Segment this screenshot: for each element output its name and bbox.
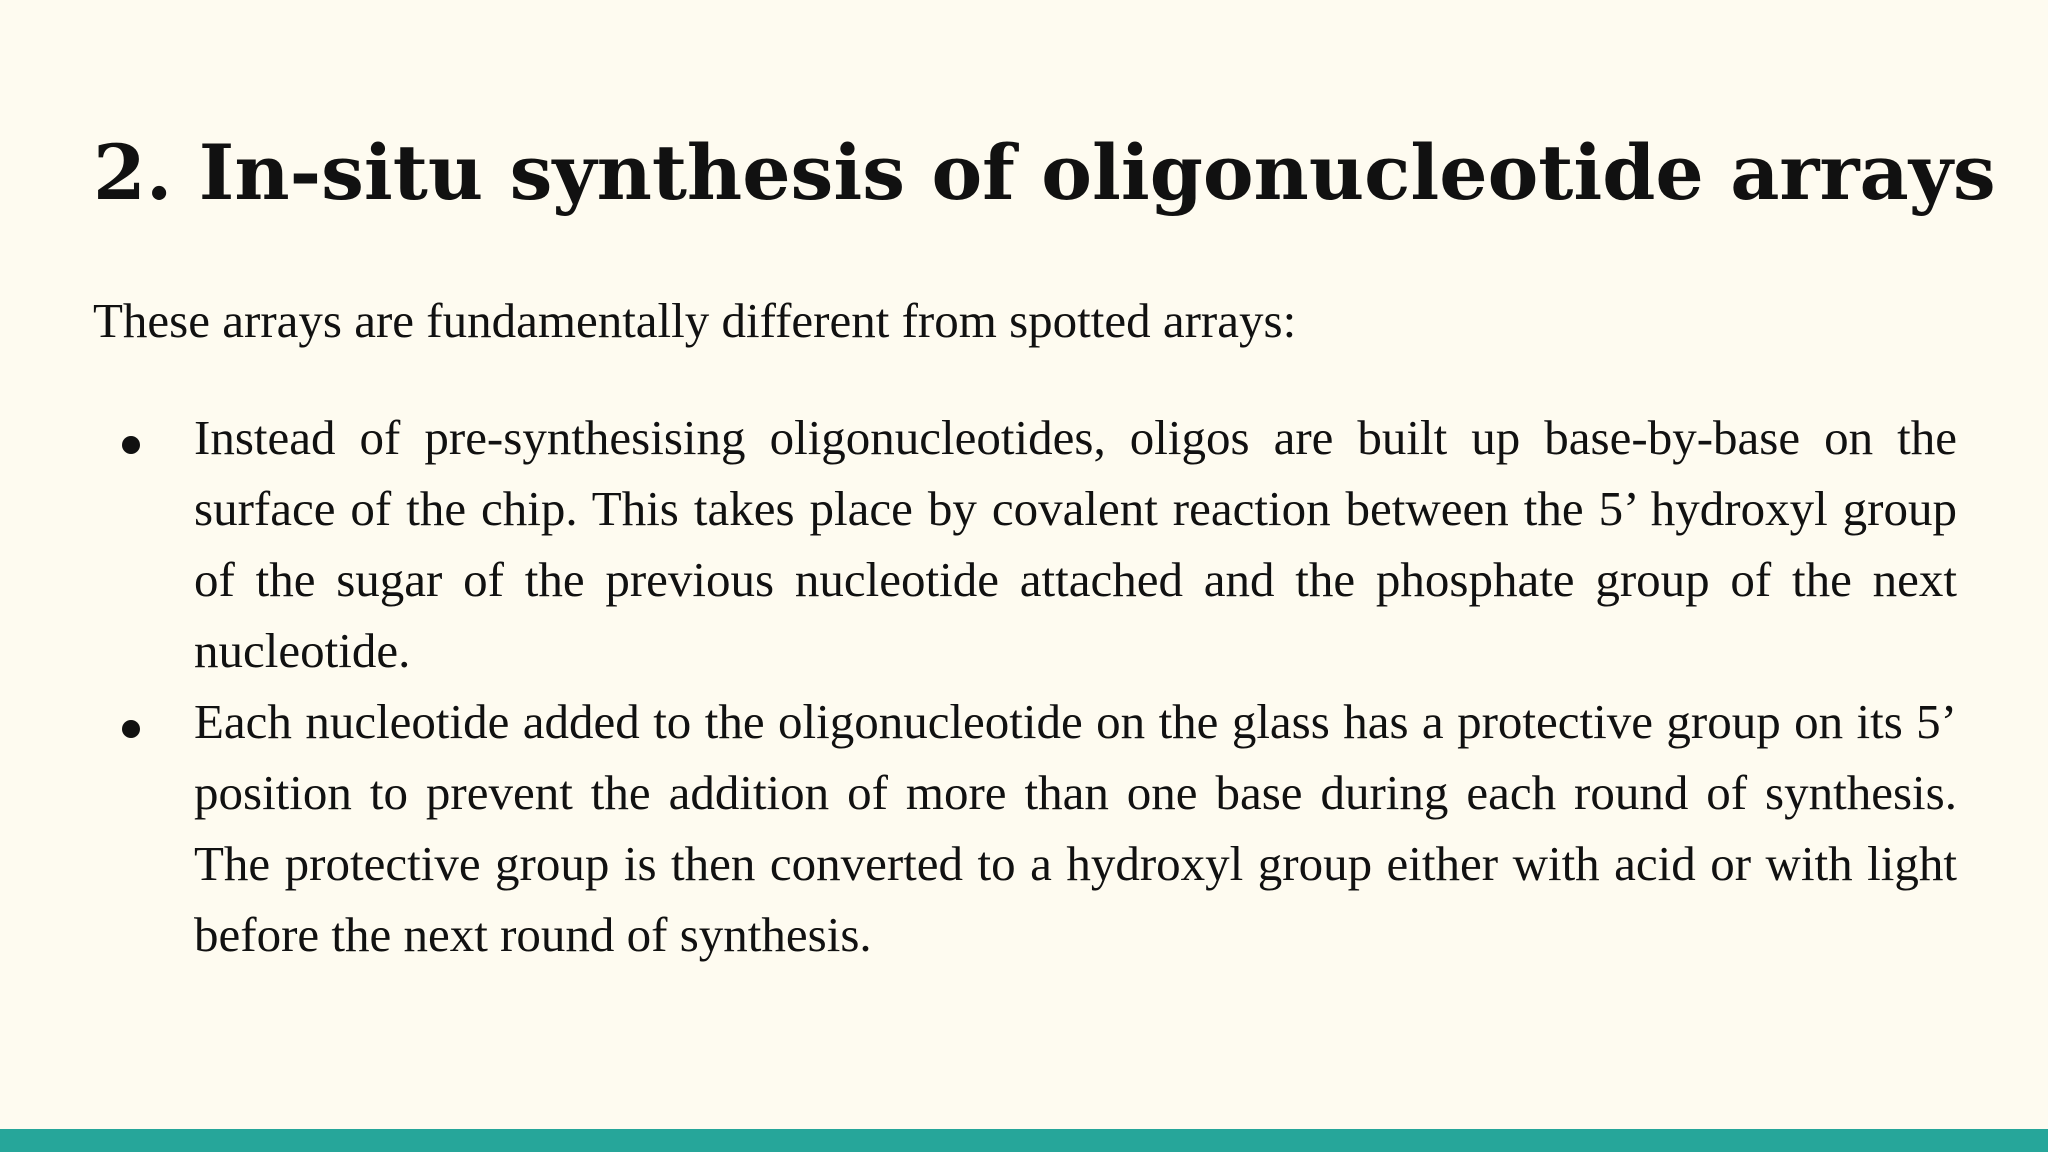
intro-text: These arrays are fundamentally different from spotted arrays:: [93, 293, 1297, 348]
footer-accent-bar: [0, 1129, 2048, 1152]
slide-title: 2. In-situ synthesis of oligonucleotide arrays: [93, 128, 1996, 217]
bullet-text: Each nucleotide added to the oligonucleotide on the glass has a protective group on its 5’ position to prevent the addition of more than one base during each round of synthesis. The protective group is then converted to a hydroxyl group either with acid or with light before the next round of synthesis.: [194, 694, 1957, 962]
bullet-item: [93, 402, 1957, 686]
bullet-item: [93, 686, 1957, 970]
bullet-dot-icon: [122, 436, 140, 454]
bullet-dot-icon: [122, 720, 140, 738]
bullet-text: Instead of pre-synthesising oligonucleotides, oligos are built up base-by-base on the surface of the chip. This takes place by covalent reaction between the 5’ hydroxyl group of the sugar of the previous nucleotide attached and the phosphate group of the next nucleotide.: [194, 410, 1957, 678]
bullet-list: [93, 402, 1957, 970]
